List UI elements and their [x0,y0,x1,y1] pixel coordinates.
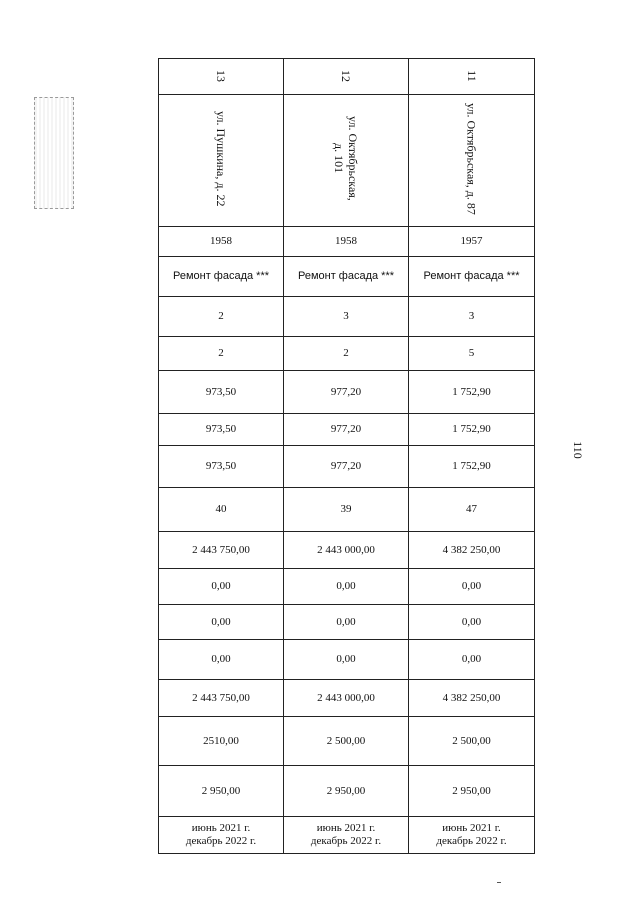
cell-cost: 2 443 000,00 [284,680,409,717]
cell-value: 40 [159,488,284,532]
cell-value: 2 [284,337,409,371]
cell-value: 3 [284,297,409,337]
cell-year: 1957 [409,227,535,257]
address-text [465,103,479,215]
cell-cost: 4 382 250,00 [409,532,535,569]
cell-cost: 2 950,00 [284,766,409,817]
column-number: 13 [214,70,228,82]
cell-area: 1 752,90 [409,414,535,446]
cell-cost: 2 443 000,00 [284,532,409,569]
cell-value: 3 [409,297,535,337]
cell-work-type: Ремонт фасада *** [409,257,535,297]
column-number: 12 [339,70,353,82]
scan-speck [497,882,501,883]
row-zero-2 [159,605,535,640]
cell-year: 1958 [284,227,409,257]
period-start: июнь 2021 г. [316,822,376,834]
data-table [158,58,535,854]
row-value-1 [159,297,535,337]
row-area-1 [159,371,535,414]
row-unit-cost [159,717,535,766]
cell-cost: 0,00 [284,640,409,680]
address-line: д. 101 [332,143,346,174]
cell-cost: 2 500,00 [409,717,535,766]
cell-area: 977,20 [284,371,409,414]
cell-cost: 2510,00 [159,717,284,766]
cell-area: 973,50 [159,371,284,414]
address-text [214,111,228,206]
period-end: декабрь 2022 г. [185,835,257,847]
cell-cost: 0,00 [159,605,284,640]
row-address [159,95,535,227]
cell-cost: 0,00 [409,605,535,640]
cell-cost: 2 443 750,00 [159,680,284,717]
row-value-2 [159,337,535,371]
row-cost-sum [159,680,535,717]
row-cost-total [159,532,535,569]
cell-cost: 0,00 [159,640,284,680]
row-number [159,59,535,95]
cell-cost: 2 950,00 [159,766,284,817]
row-value-3 [159,488,535,532]
cell-work-type: Ремонт фасада *** [284,257,409,297]
cell-value: 5 [409,337,535,371]
period-end: декабрь 2022 г. [310,835,382,847]
stamp-mark [34,97,74,209]
period-start: июнь 2021 г. [191,822,251,834]
cell-period [284,817,409,854]
cell-cost: 0,00 [284,569,409,605]
cell-area: 1 752,90 [409,371,535,414]
cell-value: 47 [409,488,535,532]
address-line: ул. Пушкина, д. 22 [214,110,228,207]
cell-period [409,817,535,854]
cell-cost: 0,00 [159,569,284,605]
cell-value: 39 [284,488,409,532]
row-area-3 [159,446,535,488]
address-line: ул. Октябрьская, [346,116,360,201]
cell-area: 1 752,90 [409,446,535,488]
cell-cost: 4 382 250,00 [409,680,535,717]
cell-work-type: Ремонт фасада *** [159,257,284,297]
cell-cost: 0,00 [409,569,535,605]
row-zero-1 [159,569,535,605]
cell-cost: 2 443 750,00 [159,532,284,569]
cell-area: 973,50 [159,414,284,446]
cell-area: 977,20 [284,414,409,446]
cell-cost: 2 500,00 [284,717,409,766]
cell-value: 2 [159,297,284,337]
row-zero-3 [159,640,535,680]
row-area-2 [159,414,535,446]
address-text [332,116,360,201]
cell-period [159,817,284,854]
cell-area: 977,20 [284,446,409,488]
cell-area: 973,50 [159,446,284,488]
row-work-type [159,257,535,297]
row-year [159,227,535,257]
page-number: 110 [571,441,586,459]
cell-cost: 0,00 [409,640,535,680]
column-number: 11 [464,70,479,82]
cell-cost: 0,00 [284,605,409,640]
row-period [159,817,535,854]
cell-value: 2 [159,337,284,371]
cell-cost: 2 950,00 [409,766,535,817]
cell-year: 1958 [159,227,284,257]
address-line: ул. Октябрьская, д. 87 [464,102,479,215]
row-max-cost [159,766,535,817]
period-end: декабрь 2022 г. [436,835,507,847]
period-start: июнь 2021 г. [442,822,501,834]
